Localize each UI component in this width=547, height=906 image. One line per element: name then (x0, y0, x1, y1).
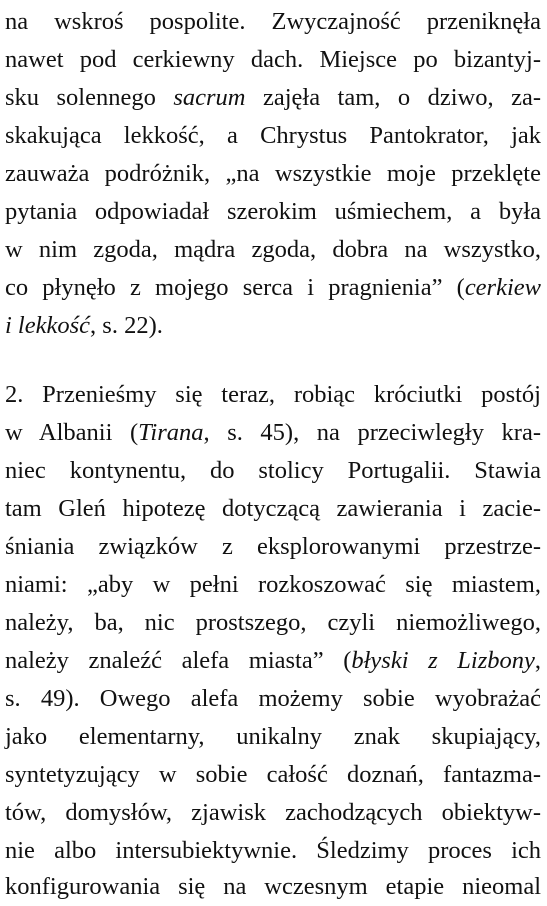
text-line: skakująca lekkość, a Chrystus Pantokrator, jak (5, 122, 541, 149)
text-run: należy znaleźć alefa miasta” ( (5, 647, 352, 674)
italic-term: Tirana (138, 419, 204, 446)
text-run: zajęła tam, o dziwo, za- (245, 84, 542, 111)
text-line: zauważa podróżnik, „na wszystkie moje przeklęte (5, 160, 541, 187)
text-line: syntetyzujący w sobie całość doznań, fantazma- (5, 761, 541, 788)
text-line: należy, ba, nic prostszego, czyli niemożliwego, (5, 609, 541, 636)
text-line: w nim zgoda, mądra zgoda, dobra na wszystko, (5, 236, 541, 263)
text-line: jako elementarny, unikalny znak skupiający, (5, 723, 541, 750)
text-line (5, 269, 541, 307)
text-line (5, 414, 541, 452)
text-run: , s. 45), na przeciwległy kra- (203, 419, 541, 446)
text-line (5, 79, 541, 117)
text-line: nie albo intersubiektywnie. Śledzimy proces ich (5, 837, 541, 864)
text-run: , s. 22). (90, 312, 163, 339)
text-line (5, 642, 541, 680)
text-line: niec kontynentu, do stolicy Portugalii. Stawia (5, 457, 541, 484)
text-run: sku solennego (5, 84, 174, 111)
italic-term: błyski z Lizbony (351, 647, 535, 674)
text-line: tam Gleń hipotezę dotyczącą zawierania i zacie- (5, 495, 541, 522)
text-run: w Albanii ( (5, 419, 139, 446)
text-line: nawet pod cerkiewny dach. Miejsce po bizantyj- (5, 46, 541, 73)
text-line: konfigurowania się na wczesnym etapie nieomal (5, 873, 541, 900)
text-run: , (534, 647, 541, 674)
text-line: na wskroś pospolite. Zwyczajność przeniknęła (5, 8, 541, 35)
text-line: niami: „aby w pełni rozkoszować się miastem, (5, 571, 541, 598)
text-run: co płynęło z mojego serca i pragnienia” ( (5, 274, 465, 301)
text-line: tów, domysłów, zjawisk zachodzących obiektyw- (5, 799, 541, 826)
italic-term: i lekkość (5, 312, 91, 339)
text-line: 2. Przenieśmy się teraz, robiąc króciutki postój (5, 381, 541, 408)
italic-term: sacrum (173, 84, 246, 111)
text-line: s. 49). Owego alefa możemy sobie wyobrażać (5, 685, 541, 712)
text-line: śniania związków z eksplorowanymi przestrze- (5, 533, 541, 560)
italic-term: cerkiew (464, 274, 541, 301)
text-line (5, 307, 541, 345)
text-line: pytania odpowiadał szerokim uśmiechem, a była (5, 198, 541, 225)
